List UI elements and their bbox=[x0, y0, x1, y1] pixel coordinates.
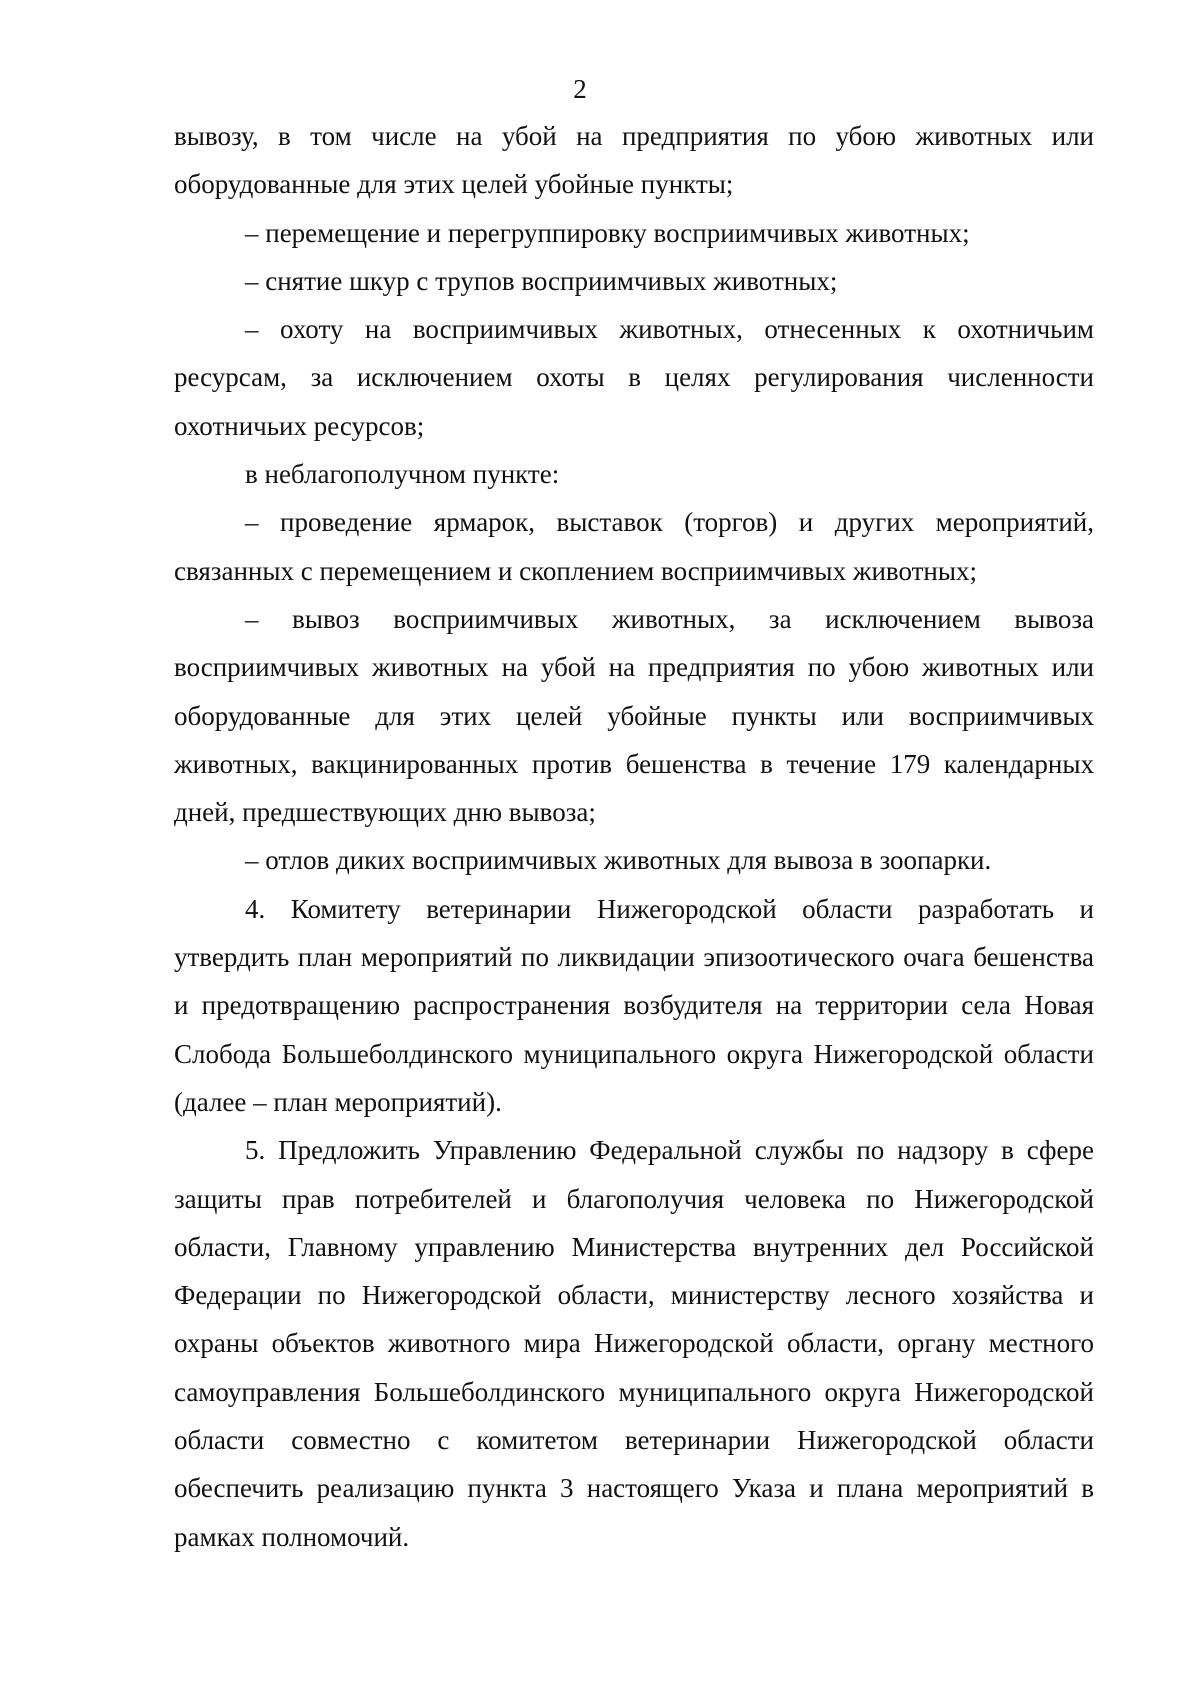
paragraph-subheading: в неблагополучном пункте: bbox=[245, 459, 560, 490]
paragraph-list-item: – охоту на восприимчивых животных, отнесенных к охотничьим ресурсам, за исключением охоты в целях регулирования численности охотничьих ресурсов; bbox=[174, 314, 1094, 441]
paragraph-clause-4: 4. Комитету ветеринарии Нижегородской области разработать и утвердить план мероприятий по ликвидации эпизоотического очага бешенства и предотвращению распространения возбудителя на территории села Новая Слобода Большеболдинского муниципального округа Нижегородской области (далее – план мероприятий). bbox=[174, 893, 1094, 1117]
paragraph-list-item: – проведение ярмарок, выставок (торгов) и других мероприятий, связанных с перемещением и скоплением восприимчивых животных; bbox=[174, 507, 1094, 586]
paragraph-list-item: – отлов диких восприимчивых животных для вывоза в зоопарки. bbox=[245, 845, 992, 876]
paragraph-list-item: – перемещение и перегруппировку восприимчивых животных; bbox=[245, 217, 970, 248]
paragraph-list-item: – вывоз восприимчивых животных, за исключением вывоза восприимчивых животных на убой на предприятия по убою животных или оборудованные для этих целей убойные пункты или восприимчивых животных, вакцинированных против бешенства в течение 179 календарных дней, предшествующих дню вывоза; bbox=[174, 603, 1094, 828]
document-body bbox=[174, 112, 1094, 1561]
paragraph-continuation: вывозу, в том числе на убой на предприятия по убою животных или оборудованные для этих целей убойные пункты; bbox=[174, 121, 1094, 200]
paragraph-clause-5: 5. Предложить Управлению Федеральной службы по надзору в сфере защиты прав потребителей и благополучия человека по Нижегородской области, Главному управлению Министерства внутренних дел Российской Федерации по Нижегородской области, министерству лесного хозяйства и охраны объектов животного мира Нижегородской области, органу местного самоуправления Большеболдинского муниципального округа Нижегородской области совместно с комитетом ветеринарии Нижегородской области обеспечить реализацию пункта 3 настоящего Указа и плана мероприятий в рамках полномочий. bbox=[174, 1135, 1094, 1552]
page-number: 2 bbox=[573, 74, 587, 104]
paragraph-list-item: – снятие шкур с трупов восприимчивых животных; bbox=[245, 265, 838, 296]
